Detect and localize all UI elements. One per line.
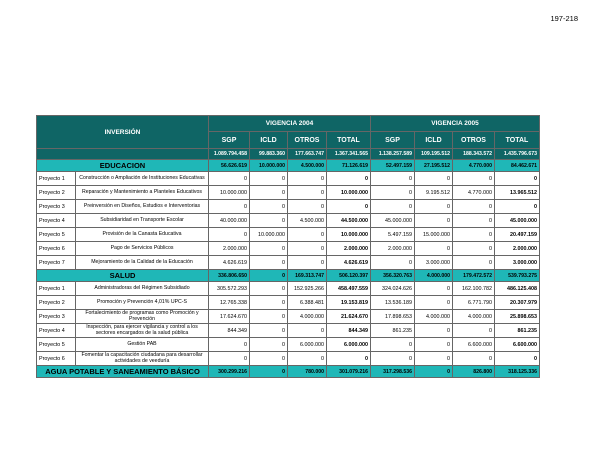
project-value: 4.626.619: [327, 256, 371, 270]
section-value: 179.472.572: [453, 270, 495, 282]
section-value: 52.497.159: [371, 160, 415, 172]
project-value: 0: [415, 296, 453, 310]
project-value: 0: [453, 228, 495, 242]
project-description: Preinversión en Diseños, Estudios e Interventorias: [76, 200, 209, 214]
project-row: [37, 310, 540, 324]
project-value: 17.898.653: [371, 310, 415, 324]
section-value: 336.806.650: [209, 270, 250, 282]
section-value: 4.500.000: [288, 160, 327, 172]
project-value: 4.500.000: [288, 214, 327, 228]
project-value: 0: [250, 338, 288, 352]
totals-label: [37, 149, 209, 160]
project-row: [37, 242, 540, 256]
project-value: 0: [288, 324, 327, 338]
project-value: 6.771.790: [453, 296, 495, 310]
project-value: 2.000.000: [327, 242, 371, 256]
project-value: 45.000.000: [495, 214, 540, 228]
project-value: 0: [250, 214, 288, 228]
project-value: 20.497.159: [495, 228, 540, 242]
section-value: 56.626.619: [209, 160, 250, 172]
investment-table: [36, 115, 540, 378]
column-header: OTROS: [453, 132, 495, 149]
project-value: 2.000.000: [371, 242, 415, 256]
project-value: 4.000.000: [288, 310, 327, 324]
project-value: 0: [371, 172, 415, 186]
project-description: Subsidiaridad en Transporte Escolar: [76, 214, 209, 228]
section-name: AGUA POTABLE Y SANEAMIENTO BÁSICO: [37, 366, 209, 378]
page-number: 197-218: [550, 14, 578, 23]
section-name: SALUD: [37, 270, 209, 282]
project-value: 6.388.481: [288, 296, 327, 310]
project-value: 0: [250, 310, 288, 324]
project-row: [37, 172, 540, 186]
total-value: 1.138.257.589: [371, 149, 415, 160]
project-value: 44.500.000: [327, 214, 371, 228]
column-header: SGP: [371, 132, 415, 149]
project-value: 0: [415, 200, 453, 214]
project-value: 0: [250, 324, 288, 338]
project-value: 17.624.670: [209, 310, 250, 324]
project-value: 20.307.979: [495, 296, 540, 310]
project-id: Proyecto 5: [37, 228, 76, 242]
project-value: 10.000.000: [250, 228, 288, 242]
project-description: Mejoramiento de la Calidad de la Educación: [76, 256, 209, 270]
project-value: 0: [209, 172, 250, 186]
project-value: 0: [250, 296, 288, 310]
section-value: 0: [415, 366, 453, 378]
project-value: 9.195.512: [415, 186, 453, 200]
total-value: 1.367.341.565: [327, 149, 371, 160]
project-value: 2.000.000: [495, 242, 540, 256]
project-value: 0: [288, 186, 327, 200]
project-value: 844.349: [327, 324, 371, 338]
project-value: 0: [209, 338, 250, 352]
column-header: ICLD: [250, 132, 288, 149]
table-body: [37, 149, 540, 378]
project-value: 0: [250, 186, 288, 200]
project-value: 0: [495, 352, 540, 366]
project-id: Proyecto 6: [37, 242, 76, 256]
project-value: 152.925.266: [288, 282, 327, 296]
section-value: 71.126.619: [327, 160, 371, 172]
project-value: 4.770.000: [453, 186, 495, 200]
project-value: 6.000.000: [327, 338, 371, 352]
section-value: 539.793.275: [495, 270, 540, 282]
total-value: 177.663.747: [288, 149, 327, 160]
project-value: 0: [415, 338, 453, 352]
project-value: 861.235: [495, 324, 540, 338]
project-value: 0: [288, 228, 327, 242]
project-row: [37, 324, 540, 338]
project-value: 12.765.338: [209, 296, 250, 310]
project-value: 40.000.000: [209, 214, 250, 228]
project-description: Inspección, para ejercer vigilancia y control a los sectores encargados de la salud pública: [76, 324, 209, 338]
project-value: 162.100.782: [453, 282, 495, 296]
project-id: Proyecto 7: [37, 256, 76, 270]
project-value: 15.000.000: [415, 228, 453, 242]
project-value: 0: [288, 242, 327, 256]
project-value: 3.000.000: [415, 256, 453, 270]
project-description: Pago de Servicios Públicos: [76, 242, 209, 256]
section-value: 10.000.000: [250, 160, 288, 172]
project-value: 0: [327, 352, 371, 366]
section-value: 84.462.671: [495, 160, 540, 172]
project-value: 10.000.000: [209, 186, 250, 200]
vigencia-2004-header: VIGENCIA 2004: [209, 116, 371, 132]
project-description: Construcción o Ampliación de Instituciones Educativas: [76, 172, 209, 186]
project-value: 0: [288, 352, 327, 366]
project-value: 45.000.000: [371, 214, 415, 228]
project-value: 324.024.626: [371, 282, 415, 296]
project-value: 0: [327, 172, 371, 186]
project-value: 0: [415, 352, 453, 366]
project-value: 4.626.619: [209, 256, 250, 270]
project-description: Reparación y Mantenimiento a Planteles Educativos: [76, 186, 209, 200]
section-value: 318.125.336: [495, 366, 540, 378]
project-row: [37, 214, 540, 228]
project-value: 4.000.000: [415, 310, 453, 324]
project-value: 25.898.653: [495, 310, 540, 324]
project-value: 0: [415, 172, 453, 186]
project-id: Proyecto 2: [37, 296, 76, 310]
project-description: Gestión PAB: [76, 338, 209, 352]
project-value: 486.125.408: [495, 282, 540, 296]
project-value: 2.000.000: [209, 242, 250, 256]
project-description: Promoción y Prevención 4,01% UPC-S: [76, 296, 209, 310]
project-value: 6.600.000: [495, 338, 540, 352]
project-value: 0: [288, 172, 327, 186]
project-value: 0: [288, 256, 327, 270]
project-value: 0: [327, 200, 371, 214]
total-value: 99.883.360: [250, 149, 288, 160]
section-value: 4.000.000: [415, 270, 453, 282]
section-row: [37, 270, 540, 282]
project-value: 0: [250, 256, 288, 270]
column-header: TOTAL: [495, 132, 540, 149]
project-value: 19.153.819: [327, 296, 371, 310]
project-row: [37, 200, 540, 214]
project-value: 861.235: [371, 324, 415, 338]
project-id: Proyecto 2: [37, 186, 76, 200]
project-value: 0: [453, 200, 495, 214]
project-value: 0: [453, 214, 495, 228]
project-value: 0: [250, 242, 288, 256]
project-row: [37, 296, 540, 310]
project-value: 21.624.670: [327, 310, 371, 324]
section-value: 0: [250, 366, 288, 378]
project-id: Proyecto 5: [37, 338, 76, 352]
column-header: ICLD: [415, 132, 453, 149]
table-header: [37, 116, 540, 149]
project-value: 0: [453, 256, 495, 270]
project-value: 0: [288, 200, 327, 214]
project-row: [37, 352, 540, 366]
project-id: Proyecto 6: [37, 352, 76, 366]
section-value: 356.320.763: [371, 270, 415, 282]
project-value: 0: [250, 352, 288, 366]
project-value: 0: [415, 324, 453, 338]
total-value: 1.089.794.458: [209, 149, 250, 160]
project-value: 10.000.000: [327, 228, 371, 242]
section-value: 780.000: [288, 366, 327, 378]
project-value: 0: [209, 352, 250, 366]
section-value: 300.299.216: [209, 366, 250, 378]
project-value: 0: [415, 242, 453, 256]
section-value: 506.120.397: [327, 270, 371, 282]
project-row: [37, 186, 540, 200]
project-value: 6.600.000: [453, 338, 495, 352]
project-id: Proyecto 3: [37, 200, 76, 214]
project-value: 0: [250, 172, 288, 186]
section-value: 317.298.536: [371, 366, 415, 378]
project-value: 0: [371, 186, 415, 200]
project-value: 0: [415, 282, 453, 296]
project-value: 458.497.559: [327, 282, 371, 296]
project-value: 0: [453, 324, 495, 338]
project-value: 0: [453, 242, 495, 256]
totals-row: [37, 149, 540, 160]
total-value: 188.343.572: [453, 149, 495, 160]
project-id: Proyecto 3: [37, 310, 76, 324]
section-row: [37, 160, 540, 172]
project-id: Proyecto 1: [37, 172, 76, 186]
section-value: 301.079.216: [327, 366, 371, 378]
section-value: 27.195.512: [415, 160, 453, 172]
section-value: 4.770.000: [453, 160, 495, 172]
project-value: 10.000.000: [327, 186, 371, 200]
inversion-header: INVERSIÓN: [37, 116, 209, 149]
project-value: 13.965.512: [495, 186, 540, 200]
total-value: 1.435.796.673: [495, 149, 540, 160]
project-description: Provisión de la Canasta Educativa: [76, 228, 209, 242]
column-header: TOTAL: [327, 132, 371, 149]
project-value: 0: [453, 172, 495, 186]
project-value: 0: [495, 172, 540, 186]
project-id: Proyecto 4: [37, 324, 76, 338]
project-description: Administradoras del Régimen Subsidiado: [76, 282, 209, 296]
project-value: 13.536.189: [371, 296, 415, 310]
project-value: 0: [371, 200, 415, 214]
project-row: [37, 282, 540, 296]
project-value: 305.572.293: [209, 282, 250, 296]
project-value: 0: [415, 214, 453, 228]
section-name: EDUCACION: [37, 160, 209, 172]
project-row: [37, 228, 540, 242]
project-id: Proyecto 1: [37, 282, 76, 296]
project-value: 0: [250, 200, 288, 214]
project-value: 5.497.159: [371, 228, 415, 242]
vigencia-2005-header: VIGENCIA 2005: [371, 116, 540, 132]
project-row: [37, 256, 540, 270]
section-value: 169.313.747: [288, 270, 327, 282]
project-value: 0: [371, 338, 415, 352]
project-value: 0: [371, 352, 415, 366]
section-value: 0: [250, 270, 288, 282]
project-value: 3.000.000: [495, 256, 540, 270]
project-value: 0: [209, 200, 250, 214]
total-value: 109.195.512: [415, 149, 453, 160]
column-header: SGP: [209, 132, 250, 149]
project-value: 0: [250, 282, 288, 296]
project-value: 0: [371, 256, 415, 270]
project-value: 4.000.000: [453, 310, 495, 324]
column-header: OTROS: [288, 132, 327, 149]
project-value: 0: [453, 352, 495, 366]
project-row: [37, 338, 540, 352]
project-id: Proyecto 4: [37, 214, 76, 228]
project-value: 0: [209, 228, 250, 242]
section-value: 826.800: [453, 366, 495, 378]
project-value: 0: [495, 200, 540, 214]
project-description: Fortalecimiento de programas como Promoción y Prevención: [76, 310, 209, 324]
project-value: 844.349: [209, 324, 250, 338]
project-value: 6.000.000: [288, 338, 327, 352]
project-description: Fomentar la capacitación ciudadana para desarrollar actividades de veeduría: [76, 352, 209, 366]
section-row: [37, 366, 540, 378]
